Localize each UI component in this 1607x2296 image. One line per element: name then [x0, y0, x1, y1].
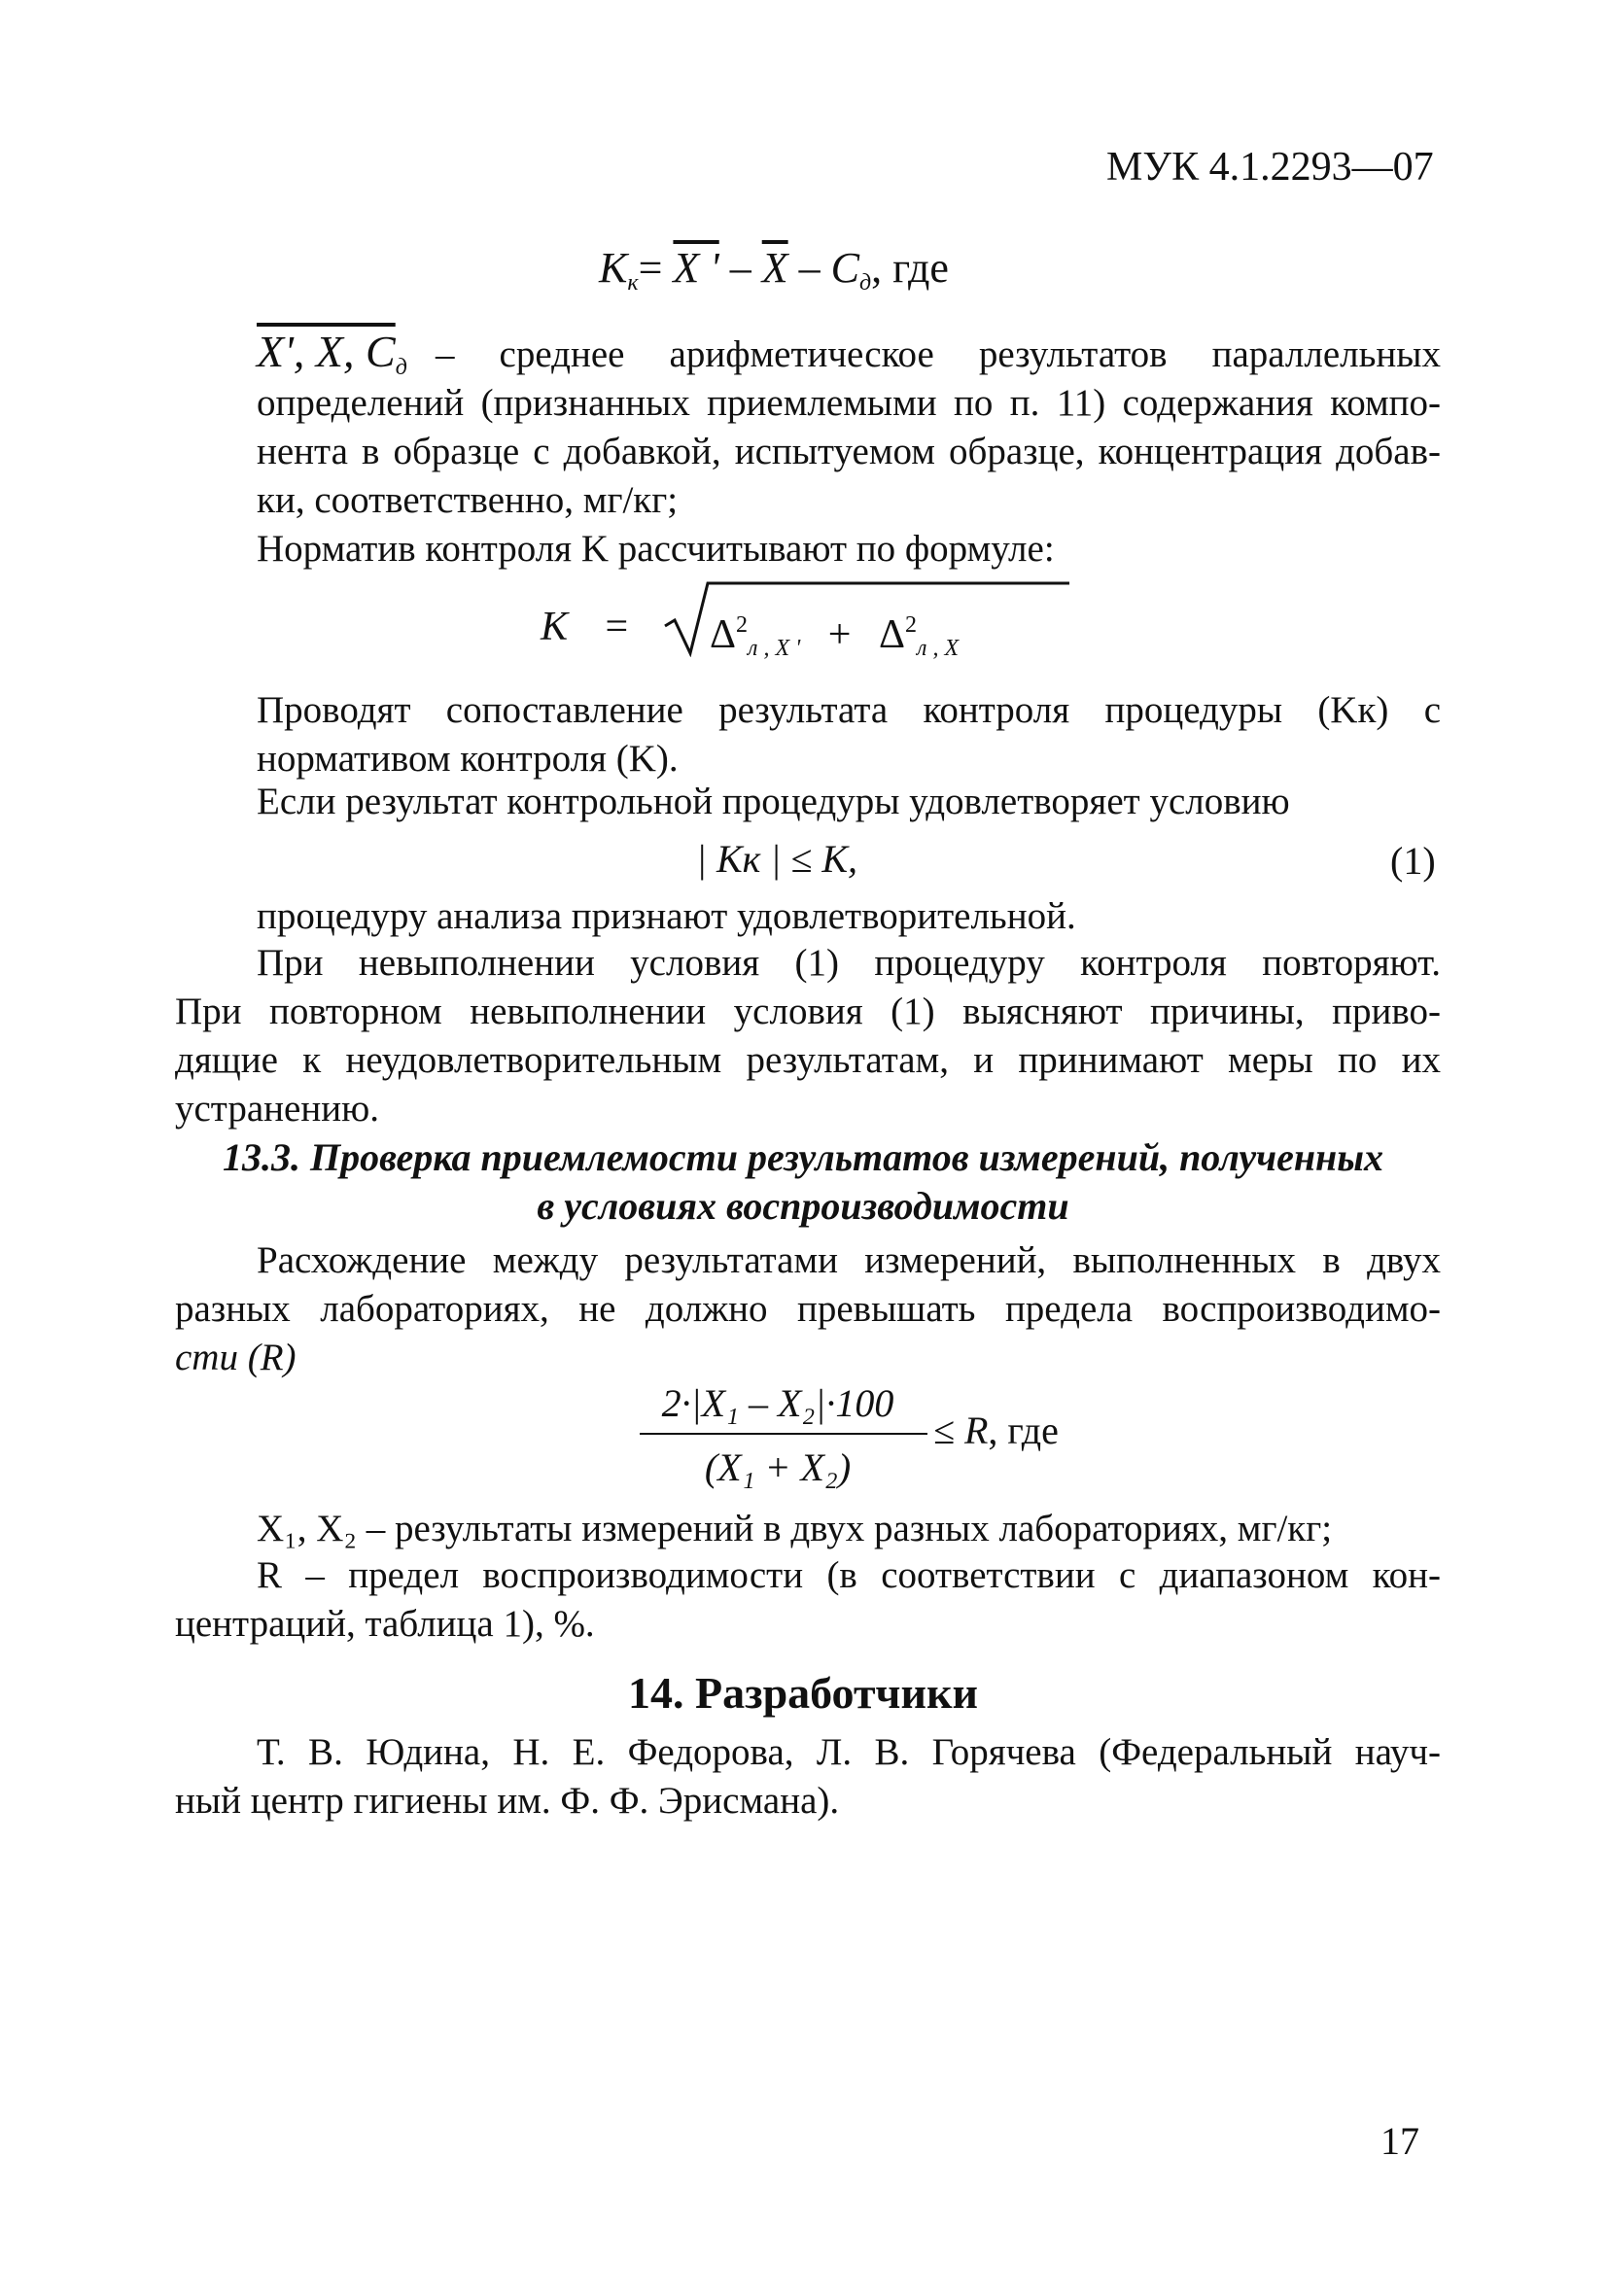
- formula-kk-term3: C: [830, 244, 859, 292]
- formula-kk: [599, 241, 949, 310]
- formula-k-eq: =: [605, 605, 629, 649]
- repeat-line: При повторном невыполнении условия (1) выясняют причины, приво-: [175, 991, 1441, 1032]
- section-13-3-title-line2: в условиях воспроизводимости: [537, 1184, 1069, 1228]
- formula-r-relation: [933, 1406, 1059, 1456]
- formula-r-fraction-bar: [640, 1433, 927, 1435]
- developers-line: ный центр гигиены им. Ф. Ф. Эрисмана).: [175, 1780, 840, 1822]
- def-r-line: R – предел воспроизводимости (в соответствии с диапазоном кон-: [257, 1554, 1441, 1596]
- page-number: 17: [1380, 2119, 1419, 2163]
- formula-k-delta2-sub: л , X: [916, 636, 960, 661]
- formula-k-delta2: Δ: [878, 612, 905, 657]
- discrepancy-paragraph: [175, 1236, 1441, 1382]
- formula-r-denominator: (X₁ + X₂): [704, 1445, 852, 1489]
- formula-r-numerator: 2·|X₁ – X₂|·100: [661, 1381, 894, 1425]
- formula-k-delta2-sup: 2: [904, 612, 917, 638]
- repeat-paragraph: [175, 939, 1441, 1133]
- condition-intro: Если результат контрольной процедуры удовлетворяет условию: [257, 781, 1290, 822]
- def-kk-symbols-sub: д: [395, 355, 407, 380]
- formula-k-plus: +: [827, 612, 852, 657]
- repeat-line: При невыполнении условия (1) процедуру контроля повторяют.: [257, 942, 1441, 984]
- formula-k-delta1-sub: л , X ': [748, 636, 801, 661]
- formula-k-delta1: Δ: [710, 612, 737, 657]
- formula-r-tail: , где: [988, 1409, 1059, 1452]
- formula-kk-eq: =: [638, 244, 663, 292]
- def-kk-text: [257, 330, 1441, 525]
- formula-k-lhs: K: [541, 605, 569, 649]
- def-r-line: центраций, таблица 1), %.: [175, 1603, 595, 1645]
- document-code: МУК 4.1.2293—07: [1106, 145, 1434, 190]
- discrepancy-line: сти (R): [175, 1337, 297, 1378]
- satisfactory-text: процедуру анализа признают удовлетворительной.: [257, 895, 1076, 937]
- condition-number: (1): [1390, 839, 1436, 883]
- formula-kk-term3-sub: д: [858, 270, 872, 296]
- formula-r-rel: ≤ R: [933, 1409, 989, 1452]
- def-kk-line: нента в образце с добавкой, испытуемом образце, концентрация добав-: [257, 431, 1441, 472]
- formula-kk-term2: $\overline{X}$: [761, 244, 788, 292]
- section-13-3-title-line1: 13.3. Проверка приемлемости результатов измерений, полученных: [223, 1135, 1383, 1179]
- formula-k-radicand: [710, 599, 959, 675]
- formula-kk-lhs: K: [599, 244, 628, 292]
- formula-kk-minus1: –: [729, 244, 751, 292]
- repeat-line: устранению.: [175, 1088, 379, 1130]
- def-kk-line: – среднее арифметическое результатов параллельных: [436, 333, 1441, 375]
- compare-line: Проводят сопоставление результата контроля процедуры (Kк) с: [257, 689, 1441, 731]
- formula-k: [541, 601, 628, 653]
- formula-kk-term1: X ': [673, 244, 719, 292]
- repeat-line: дящие к неудовлетворительным результатам, и принимают меры по их: [175, 1039, 1441, 1081]
- section-14-title: 14. Разработчики: [627, 1668, 978, 1718]
- formula-k-delta1-sup: 2: [736, 612, 749, 638]
- formula-kk-tail: , где: [871, 244, 949, 292]
- norm-intro: Норматив контроля K рассчитывают по формуле:: [257, 528, 1055, 570]
- developers-line: Т. В. Юдина, Н. Е. Федорова, Л. В. Горячева (Федеральный науч-: [257, 1731, 1441, 1773]
- def-kk-line: определений (признанных приемлемыми по п. 11) содержания компо-: [257, 382, 1441, 424]
- compare-paragraph: [257, 686, 1441, 783]
- def-kk-symbols-text: X', X, C: [257, 327, 396, 376]
- condition-expr: | Kк | ≤ K,: [696, 837, 858, 881]
- def-r-paragraph: [175, 1551, 1441, 1649]
- formula-kk-lhs-sub: к: [627, 270, 639, 296]
- section-13-3-title: [191, 1133, 1415, 1231]
- def-kk-line: ки, соответственно, мг/кг;: [257, 479, 679, 521]
- compare-line: нормативом контроля (K).: [257, 738, 679, 780]
- discrepancy-line: Расхождение между результатами измерений, выполненных в двух: [257, 1239, 1441, 1281]
- discrepancy-line: разных лабораториях, не должно превышать предела воспроизводимо-: [175, 1288, 1441, 1330]
- formula-kk-minus2: –: [798, 244, 821, 292]
- def-x: X₁, X₂ – результаты измерений в двух разных лабораториях, мг/кг;: [257, 1508, 1333, 1549]
- developers-paragraph: [175, 1728, 1441, 1826]
